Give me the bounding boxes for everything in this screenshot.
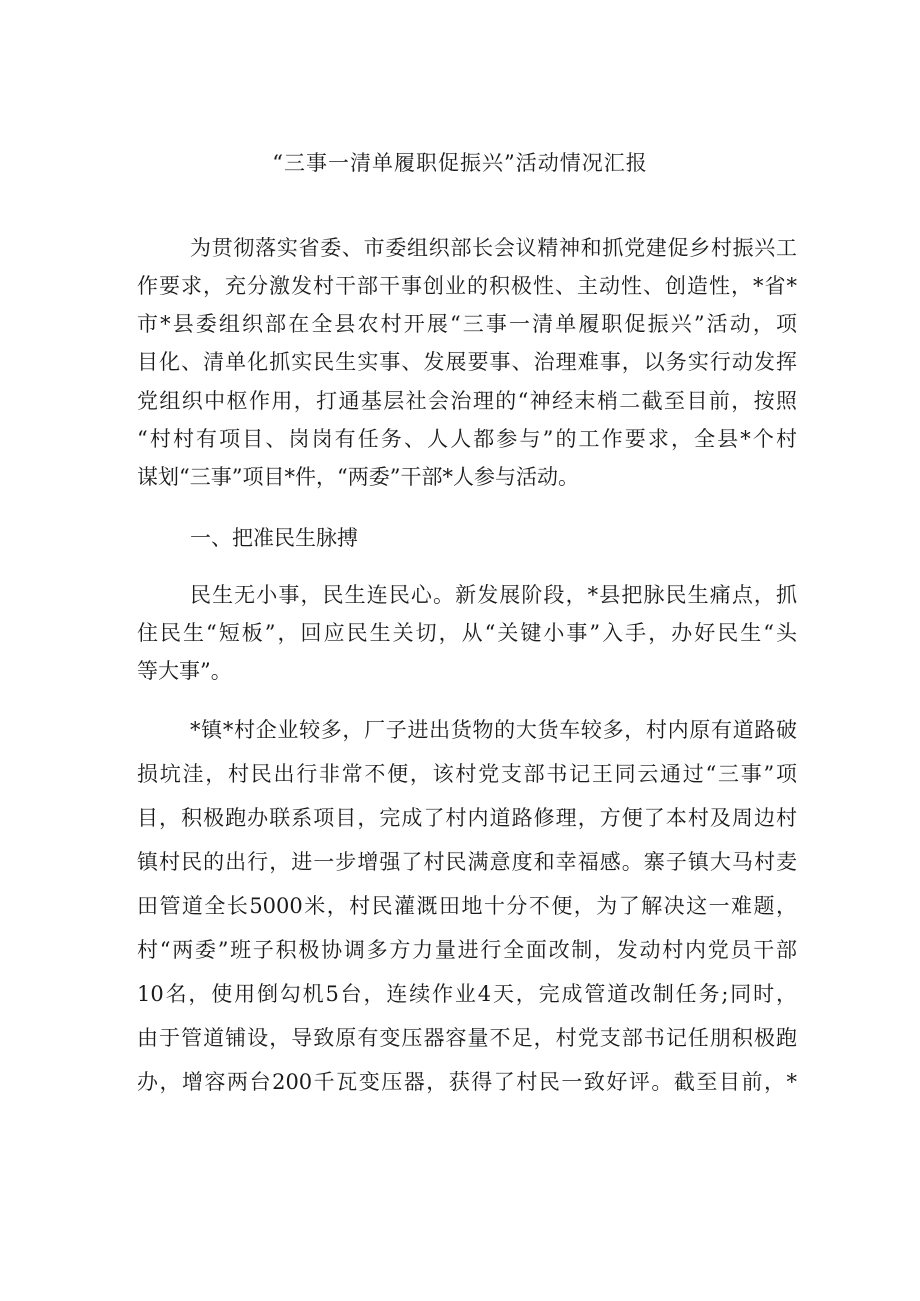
paragraph-1-line-1: 为贯彻落实省委、市委组织部长会议精神和抓党建促乡村振兴工 (190, 236, 797, 260)
paragraph-2-line-1: 民生无小事，民生连民心。新发展阶段，*县把脉民生痛点，抓 (190, 583, 797, 607)
paragraph-3-line-6: 村“两委”班子积极协调多方力量进行全面改制，发动村内党员干部 (137, 938, 797, 962)
paragraph-2-line-3: 等大事”。 (137, 659, 232, 683)
paragraph-3-line-2: 损坑洼，村民出行非常不便，该村党支部书记王同云通过“三事”项 (137, 762, 797, 786)
paragraph-3-line-7: 10名，使用倒勾机5台，连续作业4天，完成管道改制任务;同时， (137, 982, 797, 1006)
paragraph-3-line-3: 目，积极跑办联系项目，完成了村内道路修理，方便了本村及周边村 (137, 806, 797, 830)
paragraph-2-line-2: 住民生“短板”，回应民生关切，从“关键小事”入手，办好民生“头 (137, 621, 797, 645)
paragraph-1-line-3: 市*县委组织部在全县农村开展“三事一清单履职促振兴”活动，项 (137, 312, 797, 336)
document-title: “三事一清单履职促振兴”活动情况汇报 (272, 151, 648, 175)
paragraph-3-line-9: 办，增容两台200千瓦变压器，获得了村民一致好评。截至目前，* (137, 1070, 797, 1094)
paragraph-3-line-5: 田管道全长5000米，村民灌溉田地十分不便，为了解决这一难题， (137, 894, 797, 918)
paragraph-3-line-8: 由于管道铺设，导致原有变压器容量不足，村党支部书记任朋积极跑 (137, 1026, 797, 1050)
paragraph-1-line-6: “村村有项目、岗岗有任务、人人都参与”的工作要求，全县*个村 (137, 427, 797, 451)
paragraph-1-line-4: 目化、清单化抓实民生实事、发展要事、治理难事，以务实行动发挥 (137, 350, 797, 374)
paragraph-1-line-5: 党组织中枢作用，打通基层社会治理的“神经末梢二截至目前，按照 (137, 389, 797, 413)
paragraph-3-line-1: *镇*村企业较多，厂子进出货物的大货车较多，村内原有道路破 (190, 718, 797, 742)
section-heading-1: 一、把准民生脉搏 (190, 526, 358, 550)
paragraph-3-line-4: 镇村民的出行，进一步增强了村民满意度和幸福感。寨子镇大马村麦 (137, 850, 797, 874)
paragraph-1-line-2: 作要求，充分激发村干部干事创业的积极性、主动性、创造性，*省* (137, 274, 797, 298)
paragraph-1-line-7: 谋划“三事”项目*件，“两委”干部*人参与活动。 (137, 465, 579, 489)
